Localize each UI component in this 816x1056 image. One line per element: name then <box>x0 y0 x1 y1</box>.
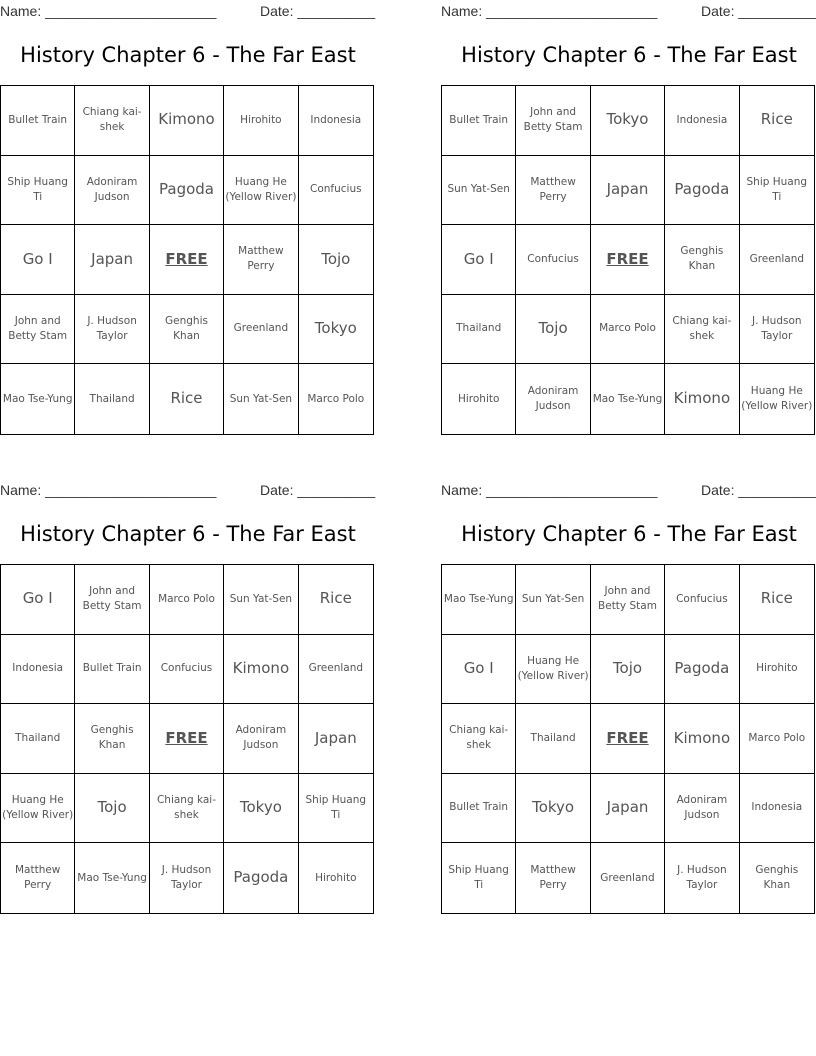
bingo-cell: Indonesia <box>1 635 75 705</box>
bingo-cell: Chiang kai-shek <box>442 704 516 774</box>
bingo-cell: Tojo <box>591 635 665 705</box>
bingo-cell: Indonesia <box>299 86 373 156</box>
bingo-cell: Marco Polo <box>150 565 224 635</box>
bingo-cell: Hirohito <box>740 635 814 705</box>
bingo-cell: Matthew Perry <box>224 225 298 295</box>
bingo-card-1 <box>0 2 376 442</box>
name-label: Name: ______________________ <box>0 3 217 19</box>
bingo-cell: Genghis Khan <box>665 225 739 295</box>
bingo-cell: Genghis Khan <box>75 704 149 774</box>
bingo-cell: Greenland <box>591 843 665 913</box>
bingo-cell: Chiang kai-shek <box>75 86 149 156</box>
bingo-cell: Indonesia <box>740 774 814 844</box>
bingo-cell: Adoniram Judson <box>224 704 298 774</box>
bingo-cell: Greenland <box>740 225 814 295</box>
bingo-cell: Japan <box>299 704 373 774</box>
bingo-cell: Confucius <box>516 225 590 295</box>
bingo-grid <box>0 564 374 914</box>
bingo-cell: Tokyo <box>224 774 298 844</box>
bingo-cell: Mao Tse-Yung <box>1 364 75 434</box>
bingo-cell: Confucius <box>150 635 224 705</box>
bingo-cell: Matthew Perry <box>516 843 590 913</box>
bingo-cell: Rice <box>150 364 224 434</box>
bingo-cell: Bullet Train <box>75 635 149 705</box>
bingo-cell: Kimono <box>224 635 298 705</box>
bingo-cell: Adoniram Judson <box>665 774 739 844</box>
name-label: Name: ______________________ <box>441 3 658 19</box>
free-space-cell: FREE <box>591 225 665 295</box>
bingo-cell: Tojo <box>516 295 590 365</box>
bingo-cell: Tokyo <box>591 86 665 156</box>
bingo-cell: Japan <box>591 774 665 844</box>
bingo-cell: J. Hudson Taylor <box>665 843 739 913</box>
bingo-cell: Japan <box>75 225 149 295</box>
bingo-cell: Bullet Train <box>442 774 516 844</box>
date-label: Date: __________ <box>701 482 816 498</box>
bingo-cell: Thailand <box>75 364 149 434</box>
bingo-cell: Chiang kai-shek <box>150 774 224 844</box>
bingo-cell: Ship Huang Ti <box>1 156 75 226</box>
date-label: Date: __________ <box>260 3 376 19</box>
bingo-cell: Bullet Train <box>442 86 516 156</box>
date-label: Date: __________ <box>701 3 816 19</box>
bingo-cell: John and Betty Stam <box>75 565 149 635</box>
bingo-cell: Sun Yat-Sen <box>224 364 298 434</box>
bingo-cell: Greenland <box>224 295 298 365</box>
bingo-cell: Rice <box>299 565 373 635</box>
bingo-cell: Rice <box>740 86 814 156</box>
bingo-cell: Confucius <box>665 565 739 635</box>
bingo-cell: Ship Huang Ti <box>442 843 516 913</box>
bingo-cell: Mao Tse-Yung <box>591 364 665 434</box>
bingo-cell: Confucius <box>299 156 373 226</box>
card-header <box>0 3 376 23</box>
card-header <box>441 3 816 23</box>
free-space-cell: FREE <box>591 704 665 774</box>
bingo-cell: Hirohito <box>442 364 516 434</box>
bingo-cell: Sun Yat-Sen <box>516 565 590 635</box>
bingo-cell: Pagoda <box>665 635 739 705</box>
bingo-cell: Sun Yat-Sen <box>442 156 516 226</box>
bingo-cell: Thailand <box>442 295 516 365</box>
card-title: History Chapter 6 - The Far East <box>20 522 356 546</box>
bingo-cell: Huang He (Yellow River) <box>741 384 813 413</box>
bingo-cell: Mao Tse-Yung <box>75 843 149 913</box>
bingo-cell: John and Betty Stam <box>591 565 665 635</box>
bingo-cell: Adoniram Judson <box>75 156 149 226</box>
card-title: History Chapter 6 - The Far East <box>461 43 797 67</box>
bingo-cell: Kimono <box>665 364 739 434</box>
bingo-cell: Huang He (Yellow River) <box>224 156 298 226</box>
bingo-cell: Japan <box>591 156 665 226</box>
bingo-cell: Kimono <box>150 86 224 156</box>
bingo-cell: J. Hudson Taylor <box>75 295 149 365</box>
bingo-cell: Adoniram Judson <box>516 364 590 434</box>
bingo-card-4 <box>441 481 816 921</box>
bingo-cell: Pagoda <box>150 156 224 226</box>
bingo-cell: Go I <box>442 635 516 705</box>
bingo-cell: Pagoda <box>224 843 298 913</box>
bingo-grid <box>0 85 374 435</box>
bingo-cell: Kimono <box>665 704 739 774</box>
bingo-cell: Thailand <box>1 704 75 774</box>
bingo-cell: Hirohito <box>224 86 298 156</box>
bingo-cell: Sun Yat-Sen <box>224 565 298 635</box>
bingo-cell: Genghis Khan <box>755 863 799 892</box>
bingo-cell: Huang He (Yellow River) <box>516 635 590 705</box>
bingo-cell: Thailand <box>516 704 590 774</box>
bingo-cell: Go I <box>442 225 516 295</box>
bingo-card-2 <box>441 2 816 442</box>
bingo-cell: Tojo <box>299 225 373 295</box>
bingo-cell: Chiang kai-shek <box>665 295 739 365</box>
bingo-cell: Tokyo <box>516 774 590 844</box>
card-header <box>441 482 816 502</box>
bingo-card-3 <box>0 481 376 921</box>
bingo-cell: Matthew Perry <box>1 843 75 913</box>
card-title: History Chapter 6 - The Far East <box>461 522 797 546</box>
free-space-cell: FREE <box>150 225 224 295</box>
bingo-cell: Matthew Perry <box>516 156 590 226</box>
date-label: Date: __________ <box>260 482 376 498</box>
bingo-cell: Tojo <box>75 774 149 844</box>
bingo-cell: Mao Tse-Yung <box>442 565 516 635</box>
bingo-cell: Ship Huang Ti <box>740 156 814 226</box>
bingo-cell: Pagoda <box>665 156 739 226</box>
name-label: Name: ______________________ <box>441 482 658 498</box>
bingo-cell: John and Betty Stam <box>516 86 590 156</box>
bingo-cell: Greenland <box>299 635 373 705</box>
bingo-grid <box>441 564 815 914</box>
bingo-cell: Rice <box>740 565 814 635</box>
bingo-grid <box>441 85 815 435</box>
bingo-cell: Ship Huang Ti <box>299 774 373 844</box>
bingo-cell: Huang He (Yellow River) <box>1 774 75 844</box>
bingo-cell: Tokyo <box>299 295 373 365</box>
bingo-cell: Marco Polo <box>307 392 365 405</box>
bingo-cell: J. Hudson Taylor <box>740 295 814 365</box>
bingo-cell: Genghis Khan <box>150 295 224 365</box>
bingo-cell: Hirohito <box>315 871 357 884</box>
free-space-cell: FREE <box>150 704 224 774</box>
bingo-cell: J. Hudson Taylor <box>150 843 224 913</box>
name-label: Name: ______________________ <box>0 482 217 498</box>
bingo-cell: Go I <box>1 565 75 635</box>
bingo-cell: Go I <box>1 225 75 295</box>
bingo-cell: Indonesia <box>665 86 739 156</box>
card-title: History Chapter 6 - The Far East <box>20 43 356 67</box>
bingo-cell: John and Betty Stam <box>1 295 75 365</box>
bingo-cell: Bullet Train <box>1 86 75 156</box>
bingo-cell: Marco Polo <box>591 295 665 365</box>
card-header <box>0 482 376 502</box>
bingo-cell: Marco Polo <box>740 704 814 774</box>
